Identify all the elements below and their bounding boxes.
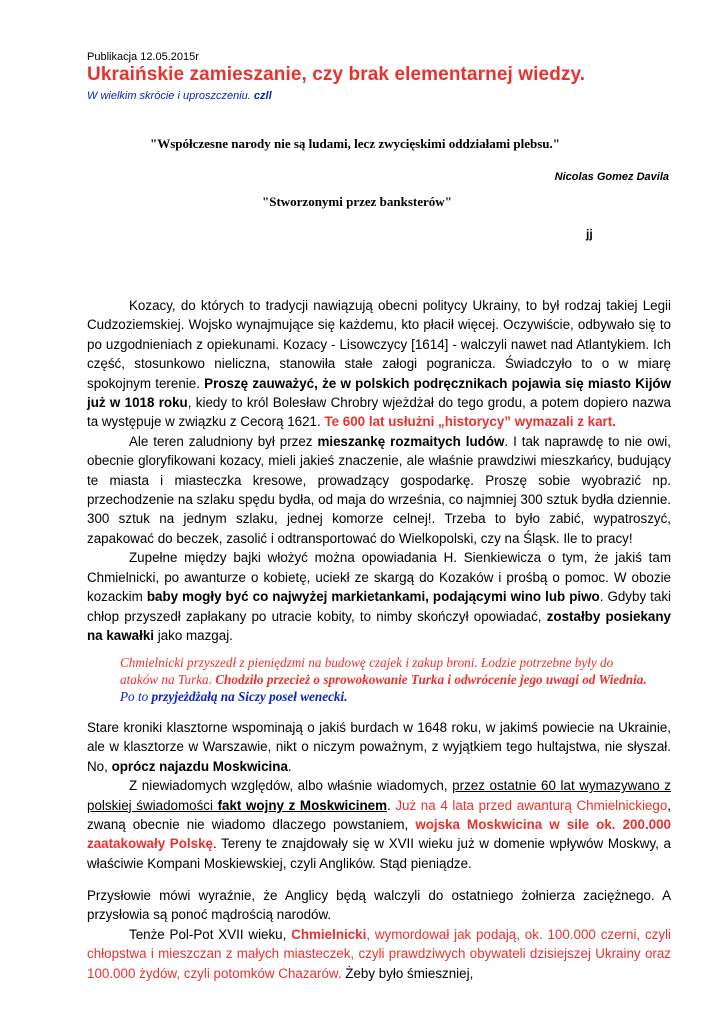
text-run: Z niewiadomych względów, albo właśnie wiadomych, bbox=[129, 778, 453, 794]
paragraph-moskwicin bbox=[87, 776, 671, 873]
text-run: Zupełne między bajki włożyć można opowiadania H. Sienkiewicza o tym, że jakiś tam Chmielnicki, po awanturze o kobietę, uciekł ze skargą do Kozaków i prośbą o pomoc. W obozie kozackim bbox=[87, 550, 671, 605]
red-run: , wymordował jak podają, ok. 100.000 czerni, czyli chłopstwa i mieszczan z małych miasteczek, czyli prawdziwych obywateli dzisiejszej Ukrainy oraz 100.000 żydów, czyli potomków Chazarów. bbox=[87, 926, 671, 981]
text-run: . bbox=[386, 797, 396, 813]
text-run: Żeby było śmieszniej, bbox=[341, 965, 474, 981]
highlight-run: Chmielnicki bbox=[291, 926, 367, 942]
italic-blue-bold-run: przyjeżdżałą na Siczy poseł wenecki. bbox=[151, 689, 348, 704]
document-title: Ukraińskie zamieszanie, czy brak elementarnej wiedzy. bbox=[87, 64, 586, 85]
text-run: Przysłowie mówi wyraźnie, że Anglicy będą walczyli do ostatniego żołnierza zaciężnego. A przysłowia są ponoć mądrością narodów. bbox=[87, 888, 671, 923]
text-run: Kozacy, do których to tradycji nawiązują obecni politycy Ukrainy, to był rodzaj takiej Legii Cudzoziemskiej. Wojsko wynajmujące się każdemu, kto płacił więcej. Oczywiście, odbywało się to po uzgodnieniach z opiekunami. Kozacy - Lisowczycy [1614] - walczyli nawet nad Atlantykiem. Ich część, stosunkowo nieliczna, stanowiła stałe załogi pogranicza. Świadczyło to o w miarę spokojnym terenie. bbox=[87, 298, 671, 391]
italic-note-block bbox=[120, 654, 650, 705]
bold-run: mieszankę rozmaitych ludów bbox=[317, 433, 505, 449]
author-initials: jj bbox=[586, 227, 593, 241]
article-body-top bbox=[87, 296, 671, 645]
text-run: , kiedy to król Bolesław Chrobry wjeżdżał do tego grodu, a potem dopiero nazwa ta występuje w związku z Cecorą 1621. bbox=[87, 395, 672, 430]
paragraph-sienkiewicz bbox=[87, 548, 671, 645]
epigraph-comment: "Stworzonymi przez banksterów" bbox=[262, 194, 452, 209]
text-run: Ale teren zaludniony był przez bbox=[129, 433, 318, 449]
highlight-run: Te 600 lat usłużni „historycy” wymazali z kart. bbox=[324, 414, 616, 430]
article-body-middle bbox=[87, 718, 671, 873]
italic-run: Chmielnicki przyszedł z pieniędzmi na budowę czajek i zakup broni. Łodzie potrzebne były do ataków na Turka. bbox=[120, 655, 614, 687]
bold-run: oprócz najazdu Moskwicina bbox=[111, 758, 288, 774]
italic-blue-run: Po to bbox=[120, 689, 152, 704]
text-run: jako mazgaj. bbox=[154, 627, 233, 643]
red-run: Już na 4 lata przed awanturą Chmielnickiego bbox=[395, 797, 668, 813]
publication-date: Publikacja 12.05.2015r bbox=[87, 51, 199, 63]
text-run: . bbox=[287, 758, 292, 774]
epigraph-quote: "Współczesne narody nie są ludami, lecz zwycięskimi oddziałami plebsu." bbox=[150, 136, 560, 151]
subtitle-text: W wielkim skrócie i uproszczeniu bbox=[87, 90, 248, 102]
underlined-run: przez ostatnie 60 lat wymazywano z polskiej świadomości bbox=[87, 778, 671, 813]
text-run: . I tak naprawdę to nie owi, obecnie gloryfikowani kozacy, mieli jakieś znaczenie, ale właśnie prawdziwi mieszkańcy, budujący te miasta i miasteczka kresowe, prowadzący gospodarkę. Proszę sobie wyobrazić np. przechodzenie na szlaku spędu bydła, od maja do września, co najmniej 300 sztuk bydła dziennie. 300 sztuk na jednym szlaku, jednej komorze celnej!. Trzeba to było zabić, wypatroszyć, zapakować do beczek, zasolić i odtransportować do Wielkopolski, czy na Śląsk. Ile to pracy! bbox=[87, 433, 671, 546]
bold-run: Proszę zauważyć, że w polskich podręcznikach pojawia się miasto Kijów już w 1018 roku bbox=[87, 375, 672, 411]
subtitle-separator: . bbox=[247, 90, 251, 102]
epigraph-author: Nicolas Gomez Davila bbox=[554, 171, 669, 183]
paragraph-przyslowie bbox=[87, 886, 671, 925]
text-run: Stare kroniki klasztorne wspominają o jakiś burdach w 1648 roku, w jakimś powiecie na Ukrainie, ale w klasztorze w Warszawie, nikt o niczym poważnym, z wyjątkiem tego hultajstwa, nie słyszał. No, bbox=[87, 720, 671, 774]
highlight-run: wojska Moskwicina w sile ok. 200.000 zaatakowały Polskę bbox=[87, 817, 672, 852]
subtitle bbox=[87, 90, 272, 102]
text-run: . Tereny te znajdowały się w XVII wieku już w domenie wpływów Moskwy, a właściwie Kompani Moskiewskiej, czyli Anglików. Stąd pieniądze. bbox=[87, 836, 671, 871]
text-run: . Gdyby taki chłop przyszedł zapłakany po utracie kobity, to nimby skończył opowiadać, bbox=[87, 589, 671, 624]
article-body-bottom bbox=[87, 886, 671, 983]
text-run: Tenże Pol-Pot XVII wieku, bbox=[129, 926, 292, 942]
text-run: , zwaną obecnie nie wiadomo dlaczego powstaniem, bbox=[87, 797, 671, 833]
paragraph-kroniki bbox=[87, 718, 671, 776]
subtitle-signature: czll bbox=[253, 90, 272, 102]
italic-bold-run: Chodziło przecież o sprowokowanie Turka i odwrócenie jego uwagi od Wiednia. bbox=[215, 672, 647, 687]
paragraph-polpot bbox=[87, 925, 671, 983]
bold-run: zostałby posiekany na kawałki bbox=[87, 608, 671, 643]
underlined-bold-run: fakt wojny z Moskwicinem bbox=[217, 797, 387, 813]
paragraph-ludy bbox=[87, 432, 671, 548]
paragraph-kozacy bbox=[87, 296, 671, 432]
bold-run: baby mogły być co najwyżej markietankami, podającymi wino lub piwo bbox=[146, 589, 600, 605]
